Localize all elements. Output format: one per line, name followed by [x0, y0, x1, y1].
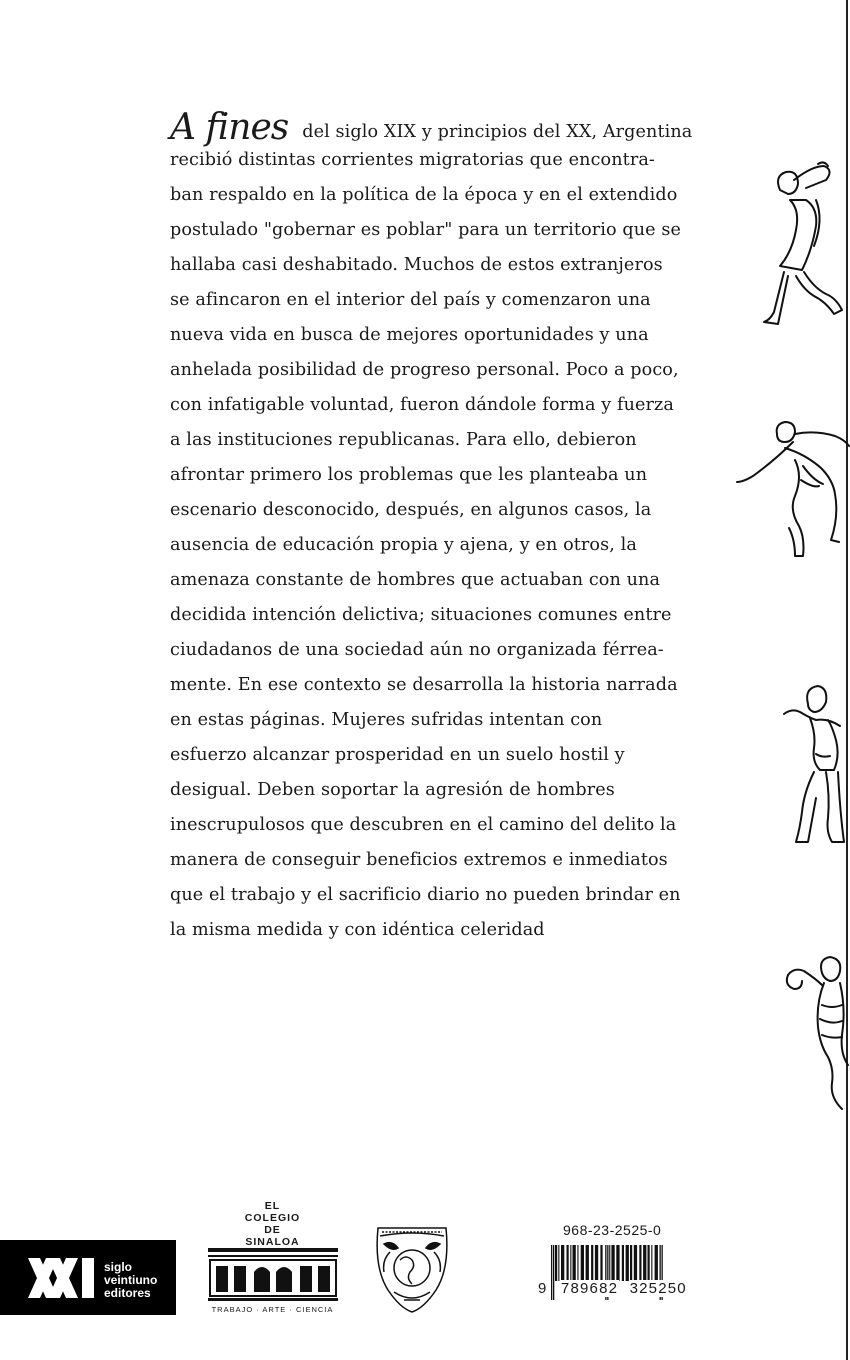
barcode-bar	[630, 1245, 632, 1281]
synopsis-first-line	[170, 107, 693, 148]
barcode-bar	[648, 1245, 650, 1281]
barcode-bar	[561, 1245, 564, 1281]
ean-group-2: 325250	[629, 1280, 687, 1297]
colegio-de-sinaloa-logo	[205, 1200, 340, 1320]
dancer-figure-1-icon	[760, 160, 850, 335]
synopsis-line: hallaba casi deshabitado. Muchos de estos extranjeros	[170, 255, 663, 275]
synopsis-line: esfuerzo alcanzar prosperidad en un suelo hostil y	[170, 745, 625, 765]
script-lead-words: A fines	[170, 107, 289, 148]
barcode-bar	[616, 1245, 619, 1281]
barcode-bar	[555, 1245, 557, 1281]
barcode-bar	[570, 1245, 571, 1281]
barcode-bar	[595, 1245, 598, 1281]
colegio-name	[205, 1200, 340, 1248]
synopsis-line: amenaza constante de hombres que actuaban con una	[170, 570, 661, 590]
synopsis-line: ausencia de educación propia y ajena, y en otros, la	[170, 535, 637, 555]
siglo-word: siglo	[104, 1260, 133, 1274]
synopsis-line: la misma medida y con idéntica celeridad	[170, 920, 545, 940]
barcode-bar	[611, 1245, 614, 1281]
synopsis-line: postulado "gobernar es poblar" para un territorio que se	[170, 220, 682, 240]
dancer-figure-4-icon	[780, 955, 850, 1115]
synopsis-line: del siglo XIX y principios del XX, Argentina	[302, 122, 693, 142]
synopsis-line: nueva vida en busca de mejores oportunidades y una	[170, 325, 649, 345]
colegio-name-line: DE	[264, 1224, 281, 1236]
synopsis-line: inescrupulosos que descubren en el camino del delito la	[170, 815, 677, 835]
synopsis-line: escenario desconocido, después, en algunos casos, la	[170, 500, 652, 520]
synopsis-line: decidida intención delictiva; situaciones comunes entre	[170, 605, 672, 625]
editores-word: editores	[104, 1286, 151, 1300]
colegio-name-line: EL	[264, 1200, 281, 1212]
ean-digits	[537, 1280, 688, 1297]
synopsis-line: desigual. Deben soportar la agresión de hombres	[170, 780, 615, 800]
barcode-bar	[558, 1245, 559, 1281]
siglo-veintiuno-logo	[0, 1240, 176, 1315]
isbn-barcode	[537, 1222, 702, 1307]
barcode-bar	[600, 1245, 602, 1281]
barcode-bar	[626, 1245, 629, 1281]
barcode-bar	[591, 1245, 593, 1281]
barcode-bar	[655, 1245, 658, 1281]
barcode-bar	[639, 1245, 641, 1281]
barcode-bar	[577, 1245, 578, 1281]
barcode-bar	[643, 1245, 646, 1281]
colegio-motto: TRABAJO · ARTE · CIENCIA	[211, 1305, 334, 1314]
isbn-number: 968-23-2525-0	[563, 1222, 662, 1238]
colegio-name-line: COLEGIO	[244, 1212, 301, 1224]
barcode-bar	[581, 1245, 584, 1281]
dancer-figure-2-icon	[735, 420, 850, 560]
ean-group-1: 789682	[560, 1280, 619, 1297]
synopsis-line: recibió distintas corrientes migratorias que encontra-	[170, 150, 655, 170]
synopsis-line: afrontar primero los problemas que les planteaba un	[170, 465, 648, 485]
colegio-name-line: SINALOA	[245, 1236, 300, 1248]
ean-first-digit: 9	[538, 1280, 548, 1297]
siglo-wordmark	[104, 1261, 157, 1300]
barcode-bar	[567, 1245, 569, 1281]
colegio-building-icon	[208, 1248, 338, 1303]
barcode-bar	[573, 1245, 576, 1281]
veintiuno-word: veintiuno	[104, 1273, 158, 1287]
barcode-bar	[634, 1245, 637, 1281]
barcode-bar	[609, 1245, 610, 1281]
siglo-xxi-mark-icon	[28, 1256, 98, 1300]
synopsis-line: a las instituciones republicanas. Para ello, debieron	[170, 430, 637, 450]
synopsis-line: con infatigable voluntad, fueron dándole forma y fuerza	[170, 395, 674, 415]
synopsis-line: anhelada posibilidad de progreso personal. Poco a poco,	[170, 360, 679, 380]
synopsis-line: mente. En ese contexto se desarrolla la historia narrada	[170, 675, 678, 695]
synopsis-text	[170, 107, 693, 948]
synopsis-line: ciudadanos de una sociedad aún no organizada férrea-	[170, 640, 664, 660]
synopsis-line: en estas páginas. Mujeres sufridas intentan con	[170, 710, 603, 730]
barcode-bar	[622, 1245, 624, 1281]
synopsis-line: ban respaldo en la política de la época y en el extendido	[170, 185, 678, 205]
barcode-bar	[586, 1245, 589, 1281]
synopsis-line: que el trabajo y el sacrificio diario no pueden brindar en	[170, 885, 681, 905]
dancer-figure-3-icon	[780, 682, 850, 847]
barcode-bar	[651, 1245, 652, 1281]
synopsis-line: se afincaron en el interior del país y comenzaron una	[170, 290, 651, 310]
synopsis-line: manera de conseguir beneficios extremos e inmediatos	[170, 850, 668, 870]
unam-seal-icon	[370, 1222, 454, 1314]
